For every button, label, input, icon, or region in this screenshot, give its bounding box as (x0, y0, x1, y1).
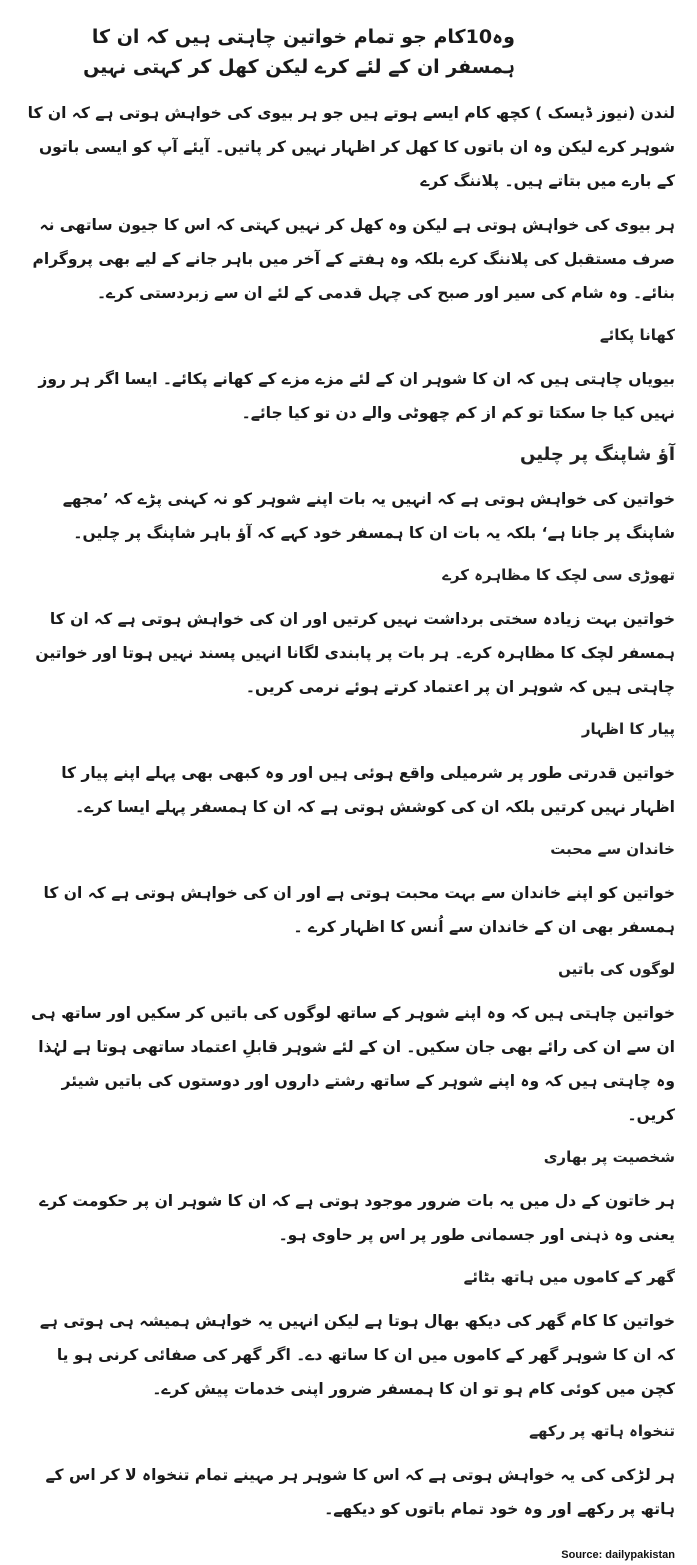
intro-paragraph-2: ہر بیوی کی خواہش ہوتی ہے لیکن وہ کھل کر نہیں کہتی کہ اس کا جیون ساتھی نہ صرف مستقبل کی پلاننگ کرے بلکہ وہ ہفتے کے آخر میں باہر جانے کے لیے بھی پروگرام بنائے۔ وہ شام کی سیر اور صبح کی چہل قدمی کے لئے ان سے زبردستی کرے۔ (32, 216, 675, 302)
section-body-salary: ہر لڑکی کی یہ خواہش ہوتی ہے کہ اس کا شوہر ہر مہینے تمام تنخواہ لا کر اس کے ہاتھ پر رکھے اور وہ خود تمام باتوں کو دیکھے۔ (45, 1466, 675, 1518)
section-body-talks: خواتین چاہتی ہیں کہ وہ اپنے شوہر کے ساتھ لوگوں کی باتیں کر سکیں اور ساتھ ہی ان سے ان کی رائے بھی جان سکیں۔ ان کے لئے شوہر قابلِ اعتماد ساتھی ہوتا ہے لہٰذا وہ چاہتی ہیں کہ وہ اپنے شوہر کے ساتھ رشتے داروں اور دوستوں کی باتیں شیئر کریں۔ (30, 1004, 675, 1124)
section-body-flexibility: خواتین بہت زیادہ سختی برداشت نہیں کرتیں اور ان کی خواہش ہوتی ہے کہ ان کا ہمسفر لچک کا مظاہرہ کرے۔ ہر بات پر پابندی لگانا انہیں پسند نہیں ہوتا اور خواتین چاہتی ہیں کہ شوہر ان پر اعتماد کرتے ہوئے نرمی کریں۔ (35, 610, 675, 696)
section-heading-salary: تنخواہ ہاتھ پر رکھے (529, 1422, 675, 1440)
section-body-cooking: بیویاں چاہتی ہیں کہ ان کا شوہر ان کے لئے مزے مزے کے کھانے پکائے۔ ایسا اگر ہر روز نہیں کیا جا سکتا تو کم از کم چھوٹی والے دن تو کیا جائے۔ (38, 370, 675, 422)
section-heading-cooking: کھانا پکائے (599, 326, 675, 344)
section-heading-personality: شخصیت پر بھاری (543, 1148, 675, 1166)
section-body-family: خواتین کو اپنے خاندان سے بہت محبت ہوتی ہے اور ان کی خواہش ہوتی ہے کہ ان کا ہمسفر بھی ان کے خاندان سے اُنس کا اظہار کرے ۔ (43, 884, 675, 936)
section-body-love: خواتین قدرتی طور پر شرمیلی واقع ہوئی ہیں اور وہ کبھی بھی پہلے اپنے پیار کا اظہار نہیں کرتیں بلکہ ان کی کوشش ہوتی ہے کہ ان کا ہمسفر پہلے ایسا کرے۔ (61, 764, 675, 816)
section-body-shopping: خواتین کی خواہش ہوتی ہے کہ انہیں یہ بات اپنے شوہر کو نہ کہنی پڑے کہ ’مجھے شاپنگ پر جانا ہے‘ بلکہ یہ بات ان کا ہمسفر خود کہے کہ آؤ باہر شاپنگ پر چلیں۔ (62, 490, 675, 542)
section-heading-love: پیار کا اظہار (581, 720, 675, 738)
section-heading-housework: گھر کے کاموں میں ہاتھ بٹائے (463, 1268, 675, 1286)
article-title: وہ10کام جو تمام خواتین چاہتی ہیں کہ ان کا ہمسفر ان کے لئے کرے لیکن کھل کر کہتی نہیں (83, 26, 515, 78)
source-credit: Source: dailypakistan (561, 1549, 675, 1561)
section-body-personality: ہر خاتون کے دل میں یہ بات ضرور موجود ہوتی ہے کہ ان کا شوہر ان پر حکومت کرے یعنی وہ ذہنی اور جسمانی طور پر اس پر حاوی ہو۔ (39, 1192, 675, 1244)
section-heading-flexibility: تھوڑی سی لچک کا مظاہرہ کرے (442, 566, 675, 584)
intro-paragraph: لندن (نیوز ڈیسک ) کچھ کام ایسے ہوتے ہیں جو ہر بیوی کی خواہش ہوتی ہے کہ ان کا شوہر کرے لیکن وہ ان باتوں کا کھل کر اظہار نہیں کر پاتیں۔ آیئے آپ کو ایسی باتوں کے بارے میں بتاتے ہیں۔ پلاننگ کرے (27, 104, 675, 190)
section-heading-talks: لوگوں کی باتیں (558, 960, 675, 978)
section-body-housework: خواتین کا کام گھر کی دیکھ بھال ہوتا ہے لیکن انہیں یہ خواہش ہمیشہ ہی ہوتی ہے کہ ان کا شوہر گھر کے کاموں میں ان کا ساتھ دے۔ اگر گھر کی صفائی کرنی ہو یا کچن میں کوئی کام ہو تو ان کا ہمسفر ضرور اپنی خدمات پیش کرے۔ (39, 1312, 675, 1398)
section-heading-family: خاندان سے محبت (550, 840, 675, 858)
section-heading-shopping: آؤ شاپنگ پر چلیں (520, 444, 675, 465)
